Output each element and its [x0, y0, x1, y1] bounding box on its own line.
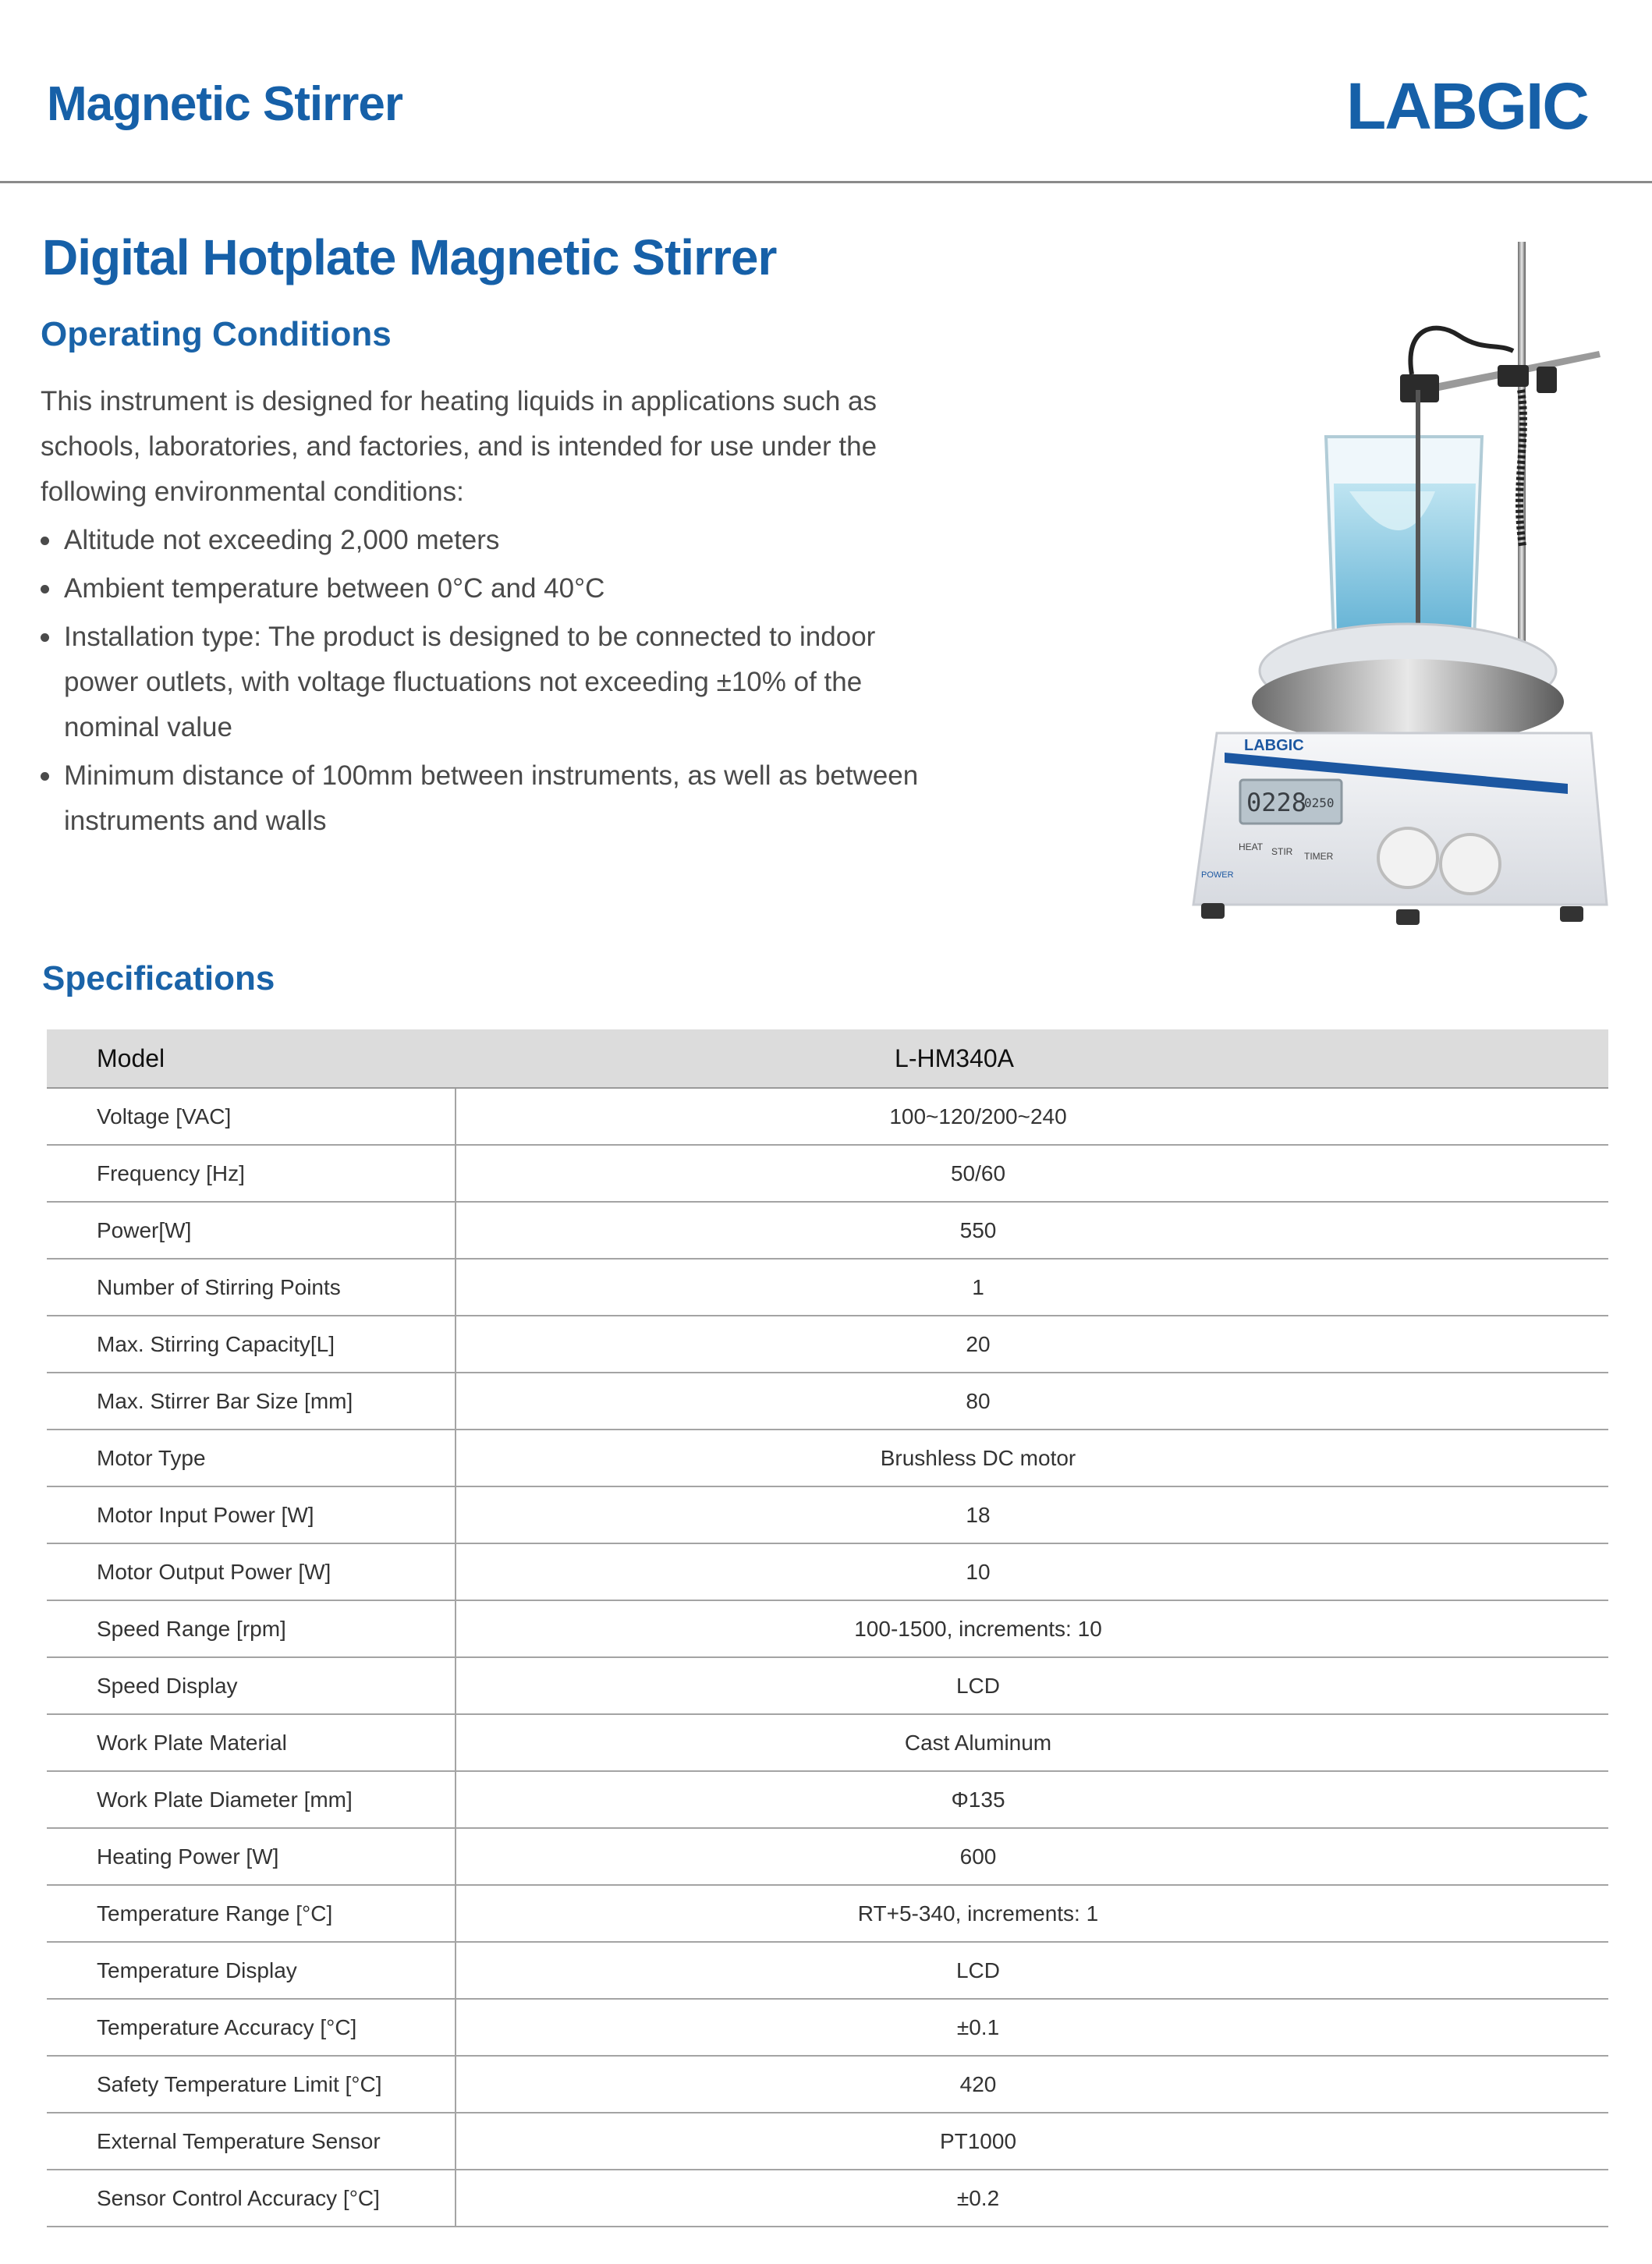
table-row: [47, 2113, 1608, 2170]
spec-value: ±0.1: [456, 1999, 1608, 2056]
table-row: [47, 1373, 1608, 1430]
spec-key: Work Plate Material: [47, 1714, 456, 1771]
spec-key: Motor Type: [47, 1430, 456, 1486]
table-row: [47, 1543, 1608, 1600]
table-row: [47, 1942, 1608, 1999]
list-item: [41, 753, 922, 844]
spec-key: Safety Temperature Limit [°C]: [47, 2056, 456, 2113]
bullet-icon: [41, 633, 49, 642]
spec-key: Temperature Display: [47, 1942, 456, 1999]
spec-value: 550: [456, 1202, 1608, 1259]
table-row: [47, 1145, 1608, 1202]
spec-key: Number of Stirring Points: [47, 1259, 456, 1316]
spec-value: LCD: [456, 1942, 1608, 1999]
spec-value: 80: [456, 1373, 1608, 1430]
table-row: [47, 1486, 1608, 1543]
specifications-table: [47, 1029, 1608, 2227]
list-item-text: Installation type: The product is designed to be connected to indoor power outlets, with voltage fluctuations not exceeding ±10% of the nominal value: [64, 622, 876, 742]
table-row: [47, 1828, 1608, 1885]
spec-key: Temperature Range [°C]: [47, 1885, 456, 1942]
spec-key: Heating Power [W]: [47, 1828, 456, 1885]
spec-key: Max. Stirring Capacity[L]: [47, 1316, 456, 1373]
spec-value: Φ135: [456, 1771, 1608, 1828]
spec-key: Speed Range [rpm]: [47, 1600, 456, 1657]
bullet-icon: [41, 537, 49, 545]
spec-value: Cast Aluminum: [456, 1714, 1608, 1771]
heat-label: HEAT: [1239, 841, 1264, 852]
list-item: [41, 566, 922, 611]
list-item: [41, 615, 922, 750]
specifications-heading: Specifications: [42, 959, 275, 997]
list-item: [41, 518, 922, 563]
operating-conditions-heading: Operating Conditions: [41, 315, 392, 353]
table-row: [47, 2170, 1608, 2227]
spec-value: 100-1500, increments: 10: [456, 1600, 1608, 1657]
table-row: [47, 1885, 1608, 1942]
table-row: [47, 1714, 1608, 1771]
spec-key: Work Plate Diameter [mm]: [47, 1771, 456, 1828]
device-brand-text: LABGIC: [1244, 737, 1304, 754]
document-title: Digital Hotplate Magnetic Stirrer: [42, 229, 777, 285]
table-row: [47, 1999, 1608, 2056]
spec-value: 10: [456, 1543, 1608, 1600]
list-item-text: Minimum distance of 100mm between instruments, as well as between instruments and walls: [64, 760, 919, 836]
spec-value: 18: [456, 1486, 1608, 1543]
table-row: [47, 1657, 1608, 1714]
header-divider: [0, 181, 1652, 183]
spec-key: External Temperature Sensor: [47, 2113, 456, 2170]
spec-key: Frequency [Hz]: [47, 1145, 456, 1202]
spec-key: Speed Display: [47, 1657, 456, 1714]
spec-value: 20: [456, 1316, 1608, 1373]
spec-key: Max. Stirrer Bar Size [mm]: [47, 1373, 456, 1430]
spec-value: 1: [456, 1259, 1608, 1316]
spec-value: RT+5-340, increments: 1: [456, 1885, 1608, 1942]
table-row: [47, 1430, 1608, 1486]
page-header-title: Magnetic Stirrer: [47, 77, 403, 131]
table-row: [47, 1259, 1608, 1316]
spec-value: 420: [456, 2056, 1608, 2113]
spec-value: LCD: [456, 1657, 1608, 1714]
spec-value: PT1000: [456, 2113, 1608, 2170]
hotplate-stirrer-illustration: [1170, 234, 1622, 928]
table-header-value: L-HM340A: [456, 1029, 1608, 1088]
list-item-text: Ambient temperature between 0°C and 40°C: [64, 573, 605, 604]
table-row: [47, 1771, 1608, 1828]
bullet-icon: [41, 772, 49, 781]
table-row: [47, 1600, 1608, 1657]
table-row: [47, 1202, 1608, 1259]
spec-value: 50/60: [456, 1145, 1608, 1202]
product-image: [1170, 234, 1622, 928]
conditions-list: [41, 518, 922, 847]
table-row: [47, 2056, 1608, 2113]
display-reading: 0228: [1246, 788, 1307, 817]
display-reading-small: 0250: [1304, 795, 1335, 810]
power-label: POWER: [1201, 870, 1234, 880]
list-item-text: Altitude not exceeding 2,000 meters: [64, 525, 500, 555]
bullet-icon: [41, 585, 49, 593]
stir-label: STIR: [1271, 846, 1293, 857]
spec-key: Motor Output Power [W]: [47, 1543, 456, 1600]
brand-logo: LABGIC: [1346, 69, 1588, 143]
spec-key: Power[W]: [47, 1202, 456, 1259]
spec-key: Temperature Accuracy [°C]: [47, 1999, 456, 2056]
spec-value: 100~120/200~240: [456, 1088, 1608, 1145]
spec-key: Voltage [VAC]: [47, 1088, 456, 1145]
spec-key: Motor Input Power [W]: [47, 1486, 456, 1543]
spec-key: Sensor Control Accuracy [°C]: [47, 2170, 456, 2227]
spec-value: 600: [456, 1828, 1608, 1885]
table-header-key: Model: [47, 1029, 456, 1088]
table-row: [47, 1088, 1608, 1145]
intro-paragraph: This instrument is designed for heating liquids in applications such as schools, laboratories, and factories, and is intended for use under the following environmental conditions:: [41, 386, 877, 507]
spec-value: ±0.2: [456, 2170, 1608, 2227]
timer-label: TIMER: [1304, 851, 1334, 862]
table-row: [47, 1316, 1608, 1373]
table-header-row: [47, 1029, 1608, 1088]
spec-value: Brushless DC motor: [456, 1430, 1608, 1486]
